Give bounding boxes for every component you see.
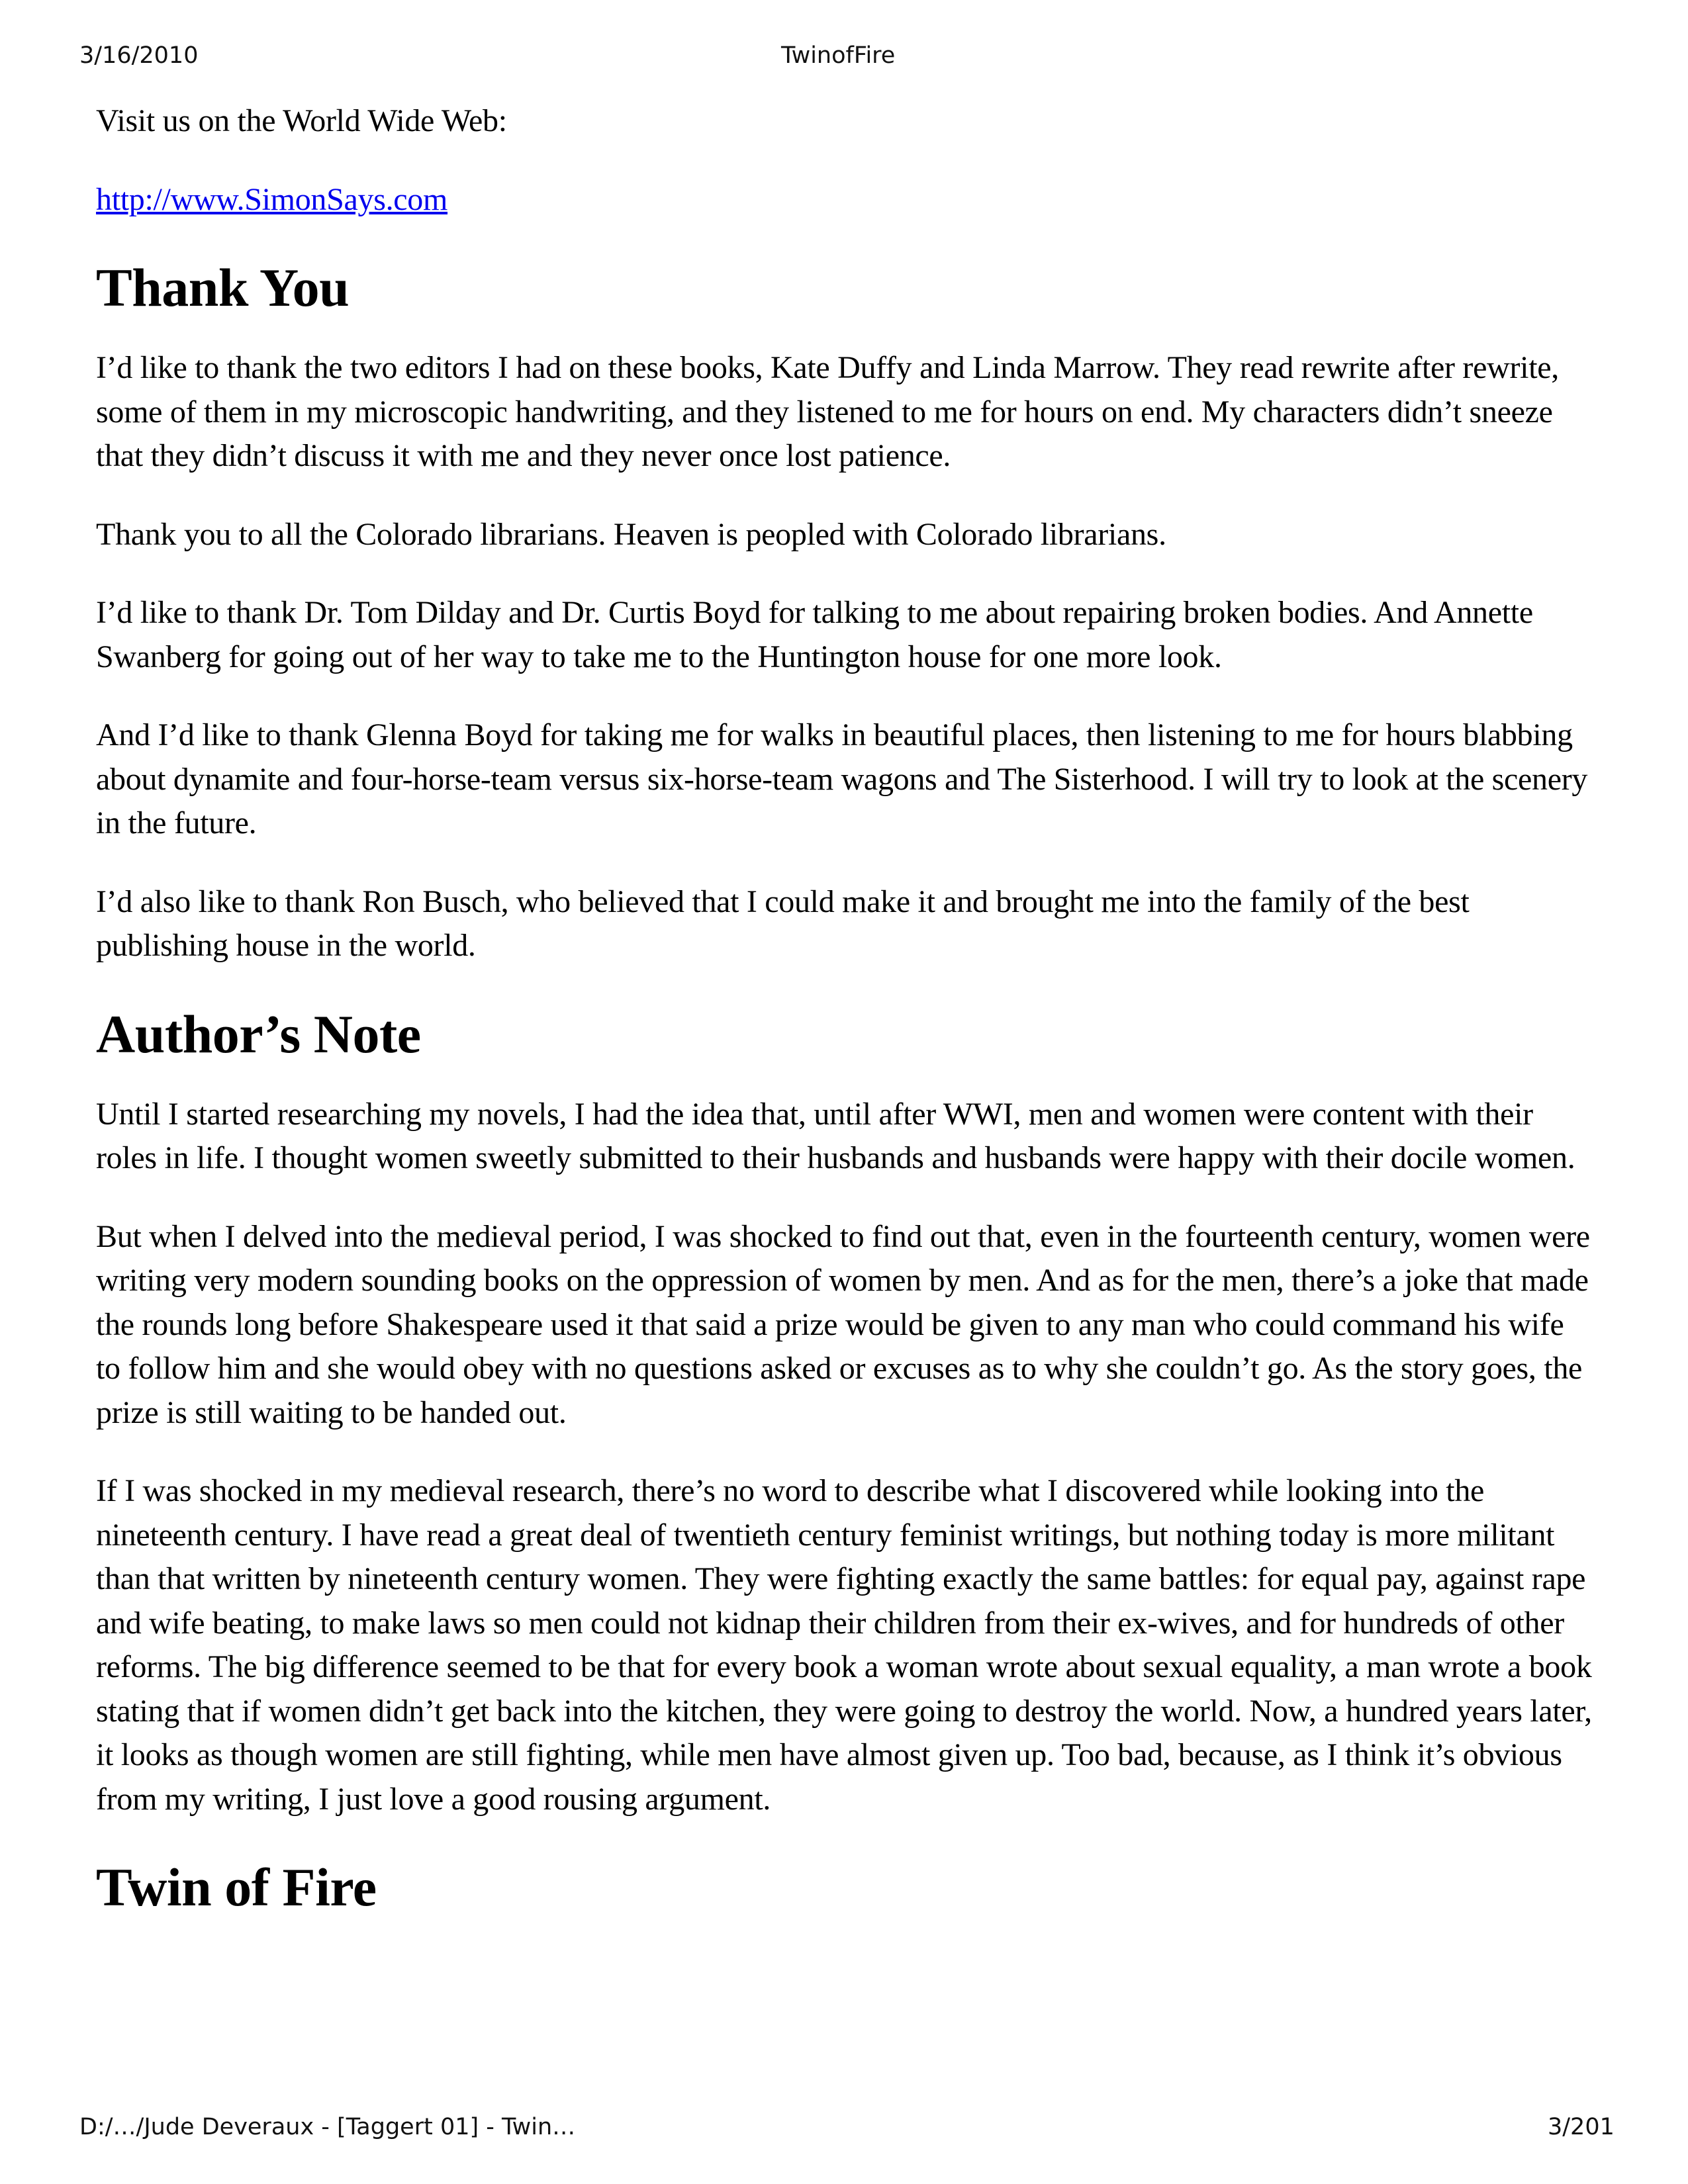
print-date: 3/16/2010 bbox=[79, 42, 199, 69]
thank-you-paragraph: I’d like to thank Dr. Tom Dilday and Dr. Curtis Boyd for talking to me about repairing broken bodies. And Annette Swanberg for going out of her way to take me to the Huntington house for one more look. bbox=[96, 595, 1533, 674]
website-link[interactable]: http://www.SimonSays.com bbox=[96, 181, 448, 217]
file-path: D:/…/Jude Deveraux - [Taggert 01] - Twin… bbox=[79, 2114, 576, 2140]
page-title: TwinofFire bbox=[781, 42, 896, 69]
authors-note-heading: Author’s Note bbox=[96, 1003, 421, 1064]
thank-you-paragraph: I’d also like to thank Ron Busch, who believed that I could make it and brought me into the family of the best publishing house in the world. bbox=[96, 884, 1470, 963]
thank-you-paragraph: And I’d like to thank Glenna Boyd for taking me for walks in beautiful places, then listening to me for hours blabbing about dynamite and four-horse-team versus six-horse-team wagons and The Sisterhood. I will try to look at the scenery in the future. bbox=[96, 717, 1588, 841]
twin-of-fire-heading: Twin of Fire bbox=[96, 1857, 377, 1917]
authors-note-paragraph: If I was shocked in my medieval research, there’s no word to describe what I discovered while looking into the nineteenth century. I have read a great deal of twentieth century feminist writings, but nothing today is more militant than that written by nineteenth century women. They were fighting exactly the same battles: for equal pay, against rape and wife beating, to make laws so men could not kidnap their children from their ex-wives, and for hundreds of other reforms. The big difference seemed to be that for every book a woman wrote about sexual equality, a man wrote a book stating that if women didn’t get back into the kitchen, they were going to destroy the world. Now, a hundred years later, it looks as though women are still fighting, while men have almost given up. Too bad, because, as I think it’s obvious from my writing, I just love a good rousing argument. bbox=[96, 1473, 1592, 1817]
page-number: 3/201 bbox=[1548, 2114, 1615, 2140]
thank-you-heading: Thank You bbox=[96, 257, 350, 318]
thank-you-paragraph: I’d like to thank the two editors I had on these books, Kate Duffy and Linda Marrow. They read rewrite after rewrite, some of them in my microscopic handwriting, and they listened to me for hours on end. My characters didn’t sneeze that they didn’t discuss it with me and they never once lost patience. bbox=[96, 350, 1559, 473]
authors-note-paragraph: But when I delved into the medieval period, I was shocked to find out that, even in the fourteenth century, women were writing very modern sounding books on the oppression of women by men. And as for the men, there’s a joke that made the rounds long before Shakespeare used it that said a prize would be given to any man who could command his wife to follow him and she would obey with no questions asked or excuses as to why she couldn’t go. As the story goes, the prize is still waiting to be handed out. bbox=[96, 1218, 1590, 1430]
thank-you-paragraph: Thank you to all the Colorado librarians. Heaven is peopled with Colorado librarians. bbox=[96, 516, 1166, 552]
website-link-row bbox=[96, 178, 1592, 222]
visit-text: Visit us on the World Wide Web: bbox=[96, 103, 507, 138]
authors-note-paragraph: Until I started researching my novels, I had the idea that, until after WWI, men and women were content with their roles in life. I thought women sweetly submitted to their husbands and husbands were happy with their docile women. bbox=[96, 1096, 1575, 1175]
document-body bbox=[96, 99, 1592, 1946]
